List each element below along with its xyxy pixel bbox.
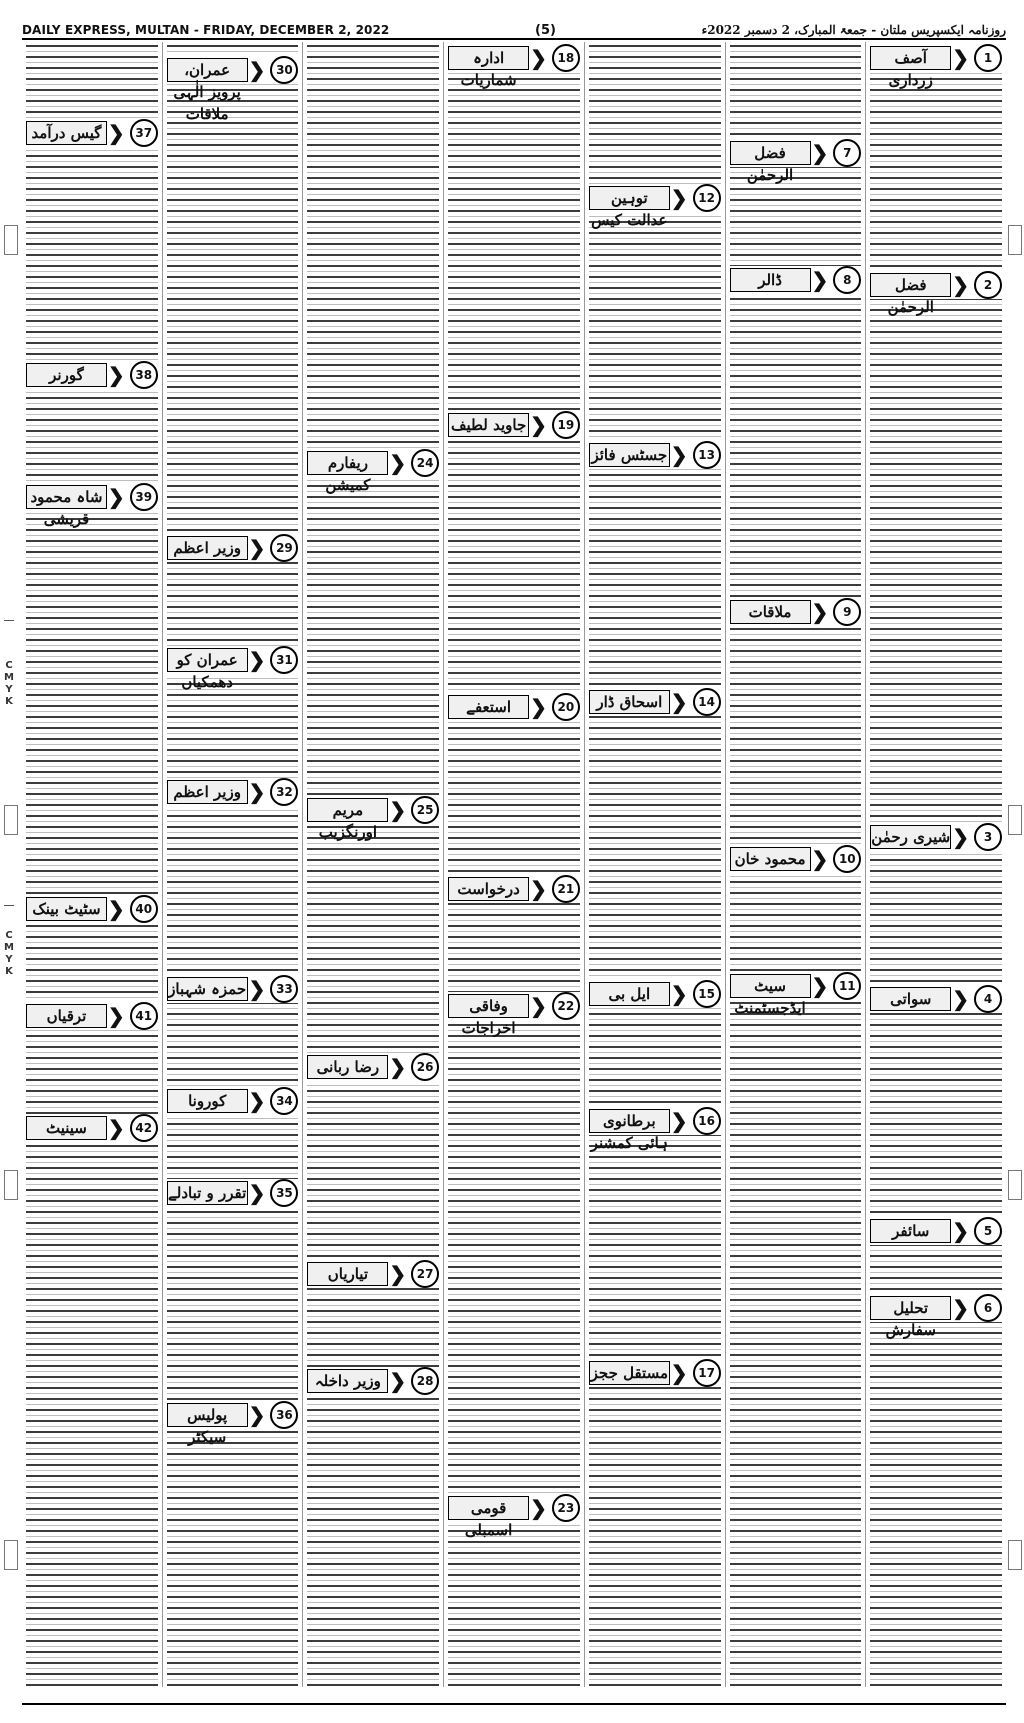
- news-column: [584, 42, 725, 1687]
- color-registration-k: K: [5, 696, 13, 707]
- story-number: 5: [974, 1217, 1002, 1245]
- news-column: [162, 42, 303, 1687]
- story-heading: [307, 449, 439, 494]
- newspaper-columns: [22, 42, 1006, 1687]
- story-heading: [730, 598, 862, 626]
- story-number: 18: [552, 44, 580, 72]
- story-heading: [870, 985, 1002, 1013]
- color-registration-y: Y: [5, 954, 13, 965]
- story-number: 24: [411, 449, 439, 477]
- quote-mark-icon: ❮: [670, 443, 688, 467]
- registration-bullet: [4, 1170, 18, 1200]
- story-heading: [448, 1494, 580, 1539]
- story-heading: [26, 1114, 158, 1142]
- story-heading: [870, 1217, 1002, 1245]
- story-title: شیری رحمٰن: [870, 825, 951, 849]
- story-title: تقرر و تبادلے: [167, 1181, 248, 1205]
- story-number: 15: [693, 980, 721, 1008]
- quote-mark-icon: ❮: [530, 413, 547, 437]
- story-title: درخواست: [448, 877, 529, 901]
- registration-bullet: [1008, 805, 1022, 835]
- quote-mark-icon: ❮: [248, 1089, 266, 1113]
- page-number: (5): [535, 22, 556, 38]
- quote-mark-icon: ❮: [248, 977, 266, 1001]
- quote-mark-icon: ❮: [248, 58, 266, 82]
- story-number: 27: [411, 1260, 439, 1288]
- story-number: 11: [833, 972, 861, 1000]
- story-title: ایل بی: [589, 982, 670, 1006]
- quote-mark-icon: ❮: [248, 1181, 266, 1205]
- quote-mark-icon: ❮: [811, 141, 829, 165]
- quote-mark-icon: ❮: [389, 1369, 407, 1393]
- story-number: 32: [270, 778, 298, 806]
- story-title: وفاقی اخراجات: [448, 994, 529, 1018]
- story-number: 7: [833, 139, 861, 167]
- story-title: توہین عدالت کیس: [589, 186, 670, 210]
- registration-bullet: [1008, 1540, 1022, 1570]
- story-title: ملاقات: [730, 600, 811, 624]
- quote-mark-icon: ❮: [811, 974, 829, 998]
- story-heading: [26, 483, 158, 528]
- story-number: 22: [552, 992, 580, 1020]
- crop-mark: [4, 905, 14, 906]
- story-title: وزیر اعظم: [167, 780, 248, 804]
- story-title: ترقیاں: [26, 1004, 107, 1028]
- crop-mark: [4, 620, 14, 621]
- story-number: 35: [270, 1179, 298, 1207]
- story-heading: [730, 266, 862, 294]
- story-heading: [448, 693, 580, 721]
- quote-mark-icon: ❮: [530, 1496, 547, 1520]
- story-title: جسٹس فائز: [589, 443, 670, 467]
- color-registration-c: C: [5, 660, 13, 671]
- story-number: 9: [833, 598, 861, 626]
- story-heading: [870, 44, 1002, 89]
- story-title: اسحاق ڈار: [589, 690, 670, 714]
- story-heading: [589, 980, 721, 1008]
- quote-mark-icon: ❮: [811, 847, 829, 871]
- story-heading: [26, 119, 158, 147]
- story-heading: [589, 1359, 721, 1387]
- story-title: فضل الرحمٰن: [870, 273, 951, 297]
- story-heading: [167, 534, 299, 562]
- quote-mark-icon: ❮: [107, 897, 125, 921]
- story-heading: [167, 56, 299, 123]
- quote-mark-icon: ❮: [389, 451, 407, 475]
- news-column: [302, 42, 443, 1687]
- story-title: سینیٹ: [26, 1116, 107, 1140]
- quote-mark-icon: ❮: [248, 780, 266, 804]
- story-number: 10: [833, 845, 861, 873]
- story-number: 25: [411, 796, 439, 824]
- quote-mark-icon: ❮: [530, 877, 547, 901]
- story-heading: [26, 361, 158, 389]
- story-title: مستقل ججز: [589, 1361, 670, 1385]
- story-heading: [167, 1401, 299, 1446]
- story-heading: [167, 646, 299, 691]
- story-number: 28: [411, 1367, 439, 1395]
- registration-bullet: [4, 805, 18, 835]
- story-heading: [448, 44, 580, 89]
- story-title: ریفارم کمیشن: [307, 451, 388, 475]
- color-registration-m: M: [4, 942, 14, 953]
- news-column: [443, 42, 584, 1687]
- story-number: 19: [552, 411, 580, 439]
- quote-mark-icon: ❮: [530, 695, 547, 719]
- story-heading: [307, 796, 439, 841]
- story-title: مریم اورنگزیب: [307, 798, 388, 822]
- story-number: 37: [130, 119, 158, 147]
- quote-mark-icon: ❮: [530, 46, 547, 70]
- story-heading: [26, 1002, 158, 1030]
- quote-mark-icon: ❮: [389, 798, 407, 822]
- story-title: استعفے: [448, 695, 529, 719]
- quote-mark-icon: ❮: [952, 987, 969, 1011]
- quote-mark-icon: ❮: [670, 690, 688, 714]
- story-title: گیس درآمد: [26, 121, 107, 145]
- story-title: شاہ محمود قریشی: [26, 485, 107, 509]
- page-header: [22, 22, 1006, 40]
- story-number: 14: [693, 688, 721, 716]
- story-number: 26: [411, 1053, 439, 1081]
- quote-mark-icon: ❮: [389, 1055, 407, 1079]
- story-title: سیٹ ایڈجسٹمنٹ: [730, 974, 811, 998]
- quote-mark-icon: ❮: [670, 1361, 688, 1385]
- story-number: 8: [833, 266, 861, 294]
- quote-mark-icon: ❮: [952, 1296, 969, 1320]
- registration-bullet: [4, 1540, 18, 1570]
- story-heading: [589, 688, 721, 716]
- quote-mark-icon: ❮: [811, 268, 829, 292]
- story-title: ادارہ شماریات: [448, 46, 529, 70]
- story-title: سواتی: [870, 987, 951, 1011]
- story-heading: [730, 139, 862, 184]
- story-number: 29: [270, 534, 298, 562]
- story-heading: [589, 184, 721, 229]
- registration-bullet: [4, 225, 18, 255]
- color-registration-c: C: [5, 930, 13, 941]
- story-number: 13: [693, 441, 721, 469]
- story-heading: [167, 975, 299, 1003]
- story-heading: [167, 1179, 299, 1207]
- story-number: 2: [974, 271, 1002, 299]
- quote-mark-icon: ❮: [670, 186, 688, 210]
- quote-mark-icon: ❮: [952, 46, 969, 70]
- story-title: سٹیٹ بینک: [26, 897, 107, 921]
- story-heading: [730, 972, 862, 1017]
- color-registration-m: M: [4, 672, 14, 683]
- story-heading: [730, 845, 862, 873]
- quote-mark-icon: ❮: [670, 1109, 688, 1133]
- color-registration-k: K: [5, 966, 13, 977]
- quote-mark-icon: ❮: [107, 121, 125, 145]
- story-number: 3: [974, 823, 1002, 851]
- story-number: 36: [270, 1401, 298, 1429]
- story-heading: [448, 875, 580, 903]
- story-title: آصف زرداری: [870, 46, 951, 70]
- story-heading: [870, 823, 1002, 851]
- story-number: 34: [270, 1087, 298, 1115]
- story-heading: [167, 778, 299, 806]
- story-title: وزیر اعظم: [167, 536, 248, 560]
- story-title: وزیر داخلہ: [307, 1369, 388, 1393]
- registration-bullet: [1008, 1170, 1022, 1200]
- story-number: 39: [130, 483, 158, 511]
- color-registration-y: Y: [5, 684, 13, 695]
- quote-mark-icon: ❮: [248, 1403, 266, 1427]
- story-title: محمود خان: [730, 847, 811, 871]
- quote-mark-icon: ❮: [952, 273, 969, 297]
- page-footer-rule: [22, 1703, 1006, 1705]
- quote-mark-icon: ❮: [811, 600, 829, 624]
- quote-mark-icon: ❮: [107, 363, 125, 387]
- masthead-urdu: روزنامہ ایکسپریس ملتان - جمعۃ المبارک، 2 دسمبر 2022ء: [701, 23, 1006, 37]
- story-title: کورونا: [167, 1089, 248, 1113]
- story-heading: [589, 1107, 721, 1152]
- news-column: [22, 42, 162, 1687]
- story-number: 6: [974, 1294, 1002, 1322]
- quote-mark-icon: ❮: [952, 1219, 969, 1243]
- story-title: جاوید لطیف: [448, 413, 529, 437]
- story-number: 23: [552, 1494, 580, 1522]
- story-title: فضل الرحمٰن: [730, 141, 811, 165]
- quote-mark-icon: ❮: [107, 1116, 125, 1140]
- story-heading: [870, 271, 1002, 316]
- news-column: [725, 42, 866, 1687]
- story-number: 40: [130, 895, 158, 923]
- registration-bullet: [1008, 225, 1022, 255]
- quote-mark-icon: ❮: [248, 648, 266, 672]
- news-column: [865, 42, 1006, 1687]
- story-number: 20: [552, 693, 580, 721]
- story-title: گورنر: [26, 363, 107, 387]
- story-number: 21: [552, 875, 580, 903]
- story-title: پولیس سیکٹر: [167, 1403, 248, 1427]
- story-heading: [307, 1053, 439, 1081]
- story-title: قومی اسمبلی: [448, 1496, 529, 1520]
- story-heading: [307, 1260, 439, 1288]
- masthead-english: DAILY EXPRESS, MULTAN - FRIDAY, DECEMBER 2, 2022: [22, 23, 390, 37]
- story-title: عمران کو دھمکیاں: [167, 648, 248, 672]
- story-title: تحلیل سفارش: [870, 1296, 951, 1320]
- story-number: 16: [693, 1107, 721, 1135]
- story-title: عمران، پرویز الٰہی ملاقات: [167, 58, 248, 82]
- story-title: حمزہ شہباز: [167, 977, 248, 1001]
- story-title: تیاریاں: [307, 1262, 388, 1286]
- story-heading: [448, 992, 580, 1037]
- story-heading: [870, 1294, 1002, 1339]
- story-number: 30: [270, 56, 298, 84]
- story-number: 31: [270, 646, 298, 674]
- story-number: 33: [270, 975, 298, 1003]
- story-number: 12: [693, 184, 721, 212]
- quote-mark-icon: ❮: [248, 536, 266, 560]
- story-title: رضا ربانی: [307, 1055, 388, 1079]
- story-heading: [167, 1087, 299, 1115]
- story-title: برطانوی ہائی کمشنر: [589, 1109, 670, 1133]
- story-number: 42: [130, 1114, 158, 1142]
- quote-mark-icon: ❮: [107, 1004, 125, 1028]
- story-number: 1: [974, 44, 1002, 72]
- story-heading: [307, 1367, 439, 1395]
- story-number: 41: [130, 1002, 158, 1030]
- quote-mark-icon: ❮: [670, 982, 688, 1006]
- quote-mark-icon: ❮: [530, 994, 547, 1018]
- story-title: ڈالر: [730, 268, 811, 292]
- quote-mark-icon: ❮: [952, 825, 969, 849]
- story-heading: [448, 411, 580, 439]
- quote-mark-icon: ❮: [107, 485, 125, 509]
- story-title: سائفر: [870, 1219, 951, 1243]
- story-number: 38: [130, 361, 158, 389]
- story-heading: [26, 895, 158, 923]
- story-number: 17: [693, 1359, 721, 1387]
- story-number: 4: [974, 985, 1002, 1013]
- story-heading: [589, 441, 721, 469]
- quote-mark-icon: ❮: [389, 1262, 407, 1286]
